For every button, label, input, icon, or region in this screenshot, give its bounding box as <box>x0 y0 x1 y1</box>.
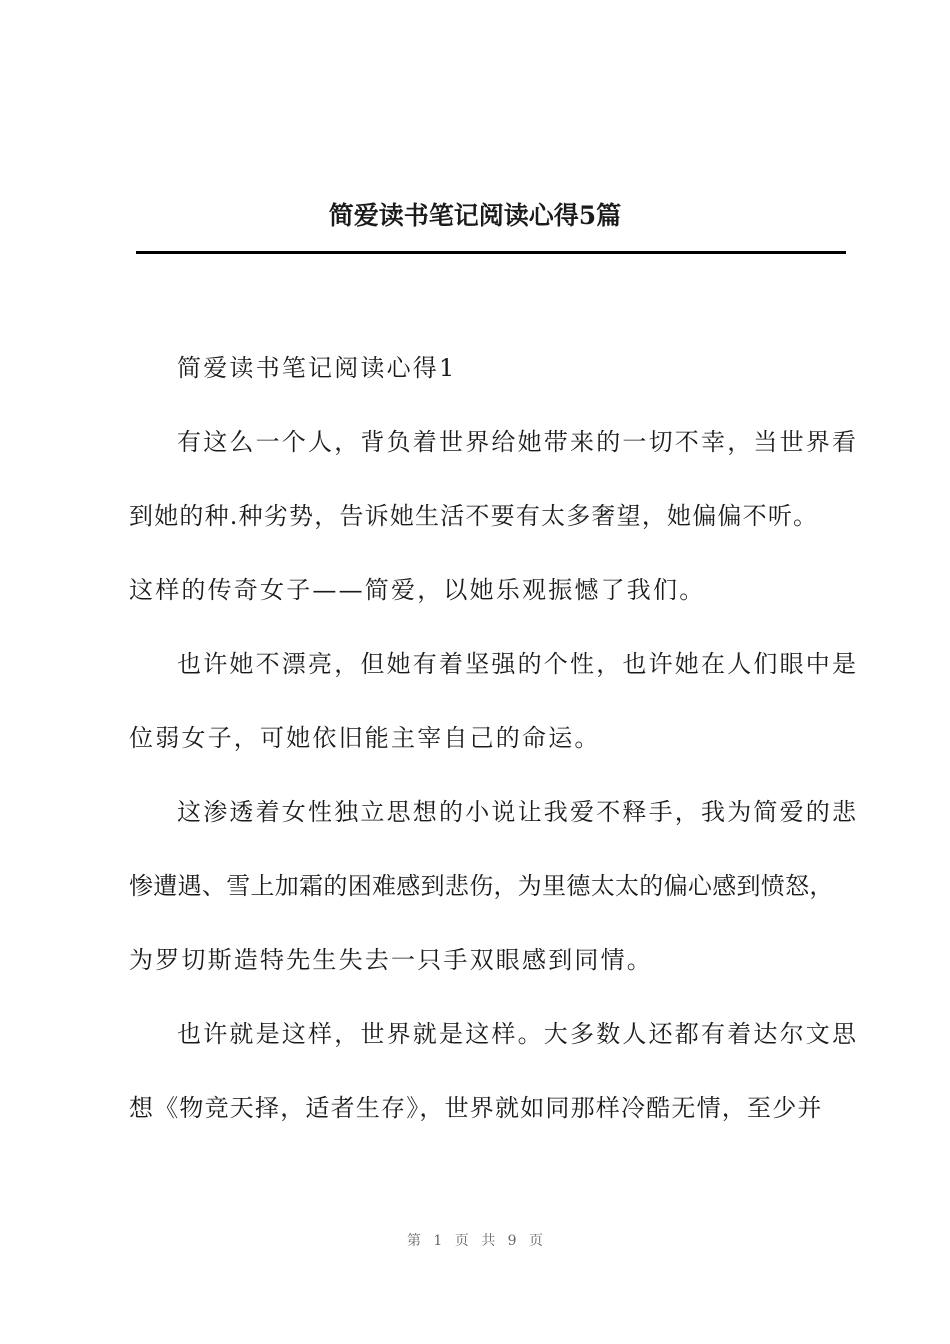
paragraph-line: 位弱女子，可她依旧能主宰自己的命运。 <box>129 724 601 752</box>
section-heading: 简爱读书笔记阅读心得1 <box>177 354 457 382</box>
paragraph-line: 也许就是这样，世界就是这样。大多数人还都有着达尔文思 <box>177 1020 859 1048</box>
page-number-footer: 第 1 页 共 9 页 <box>406 1233 544 1249</box>
page-title: 简爱读书笔记阅读心得5篇 <box>328 201 622 230</box>
paragraph-line: 这渗透着女性独立思想的小说让我爱不释手，我为简爱的悲 <box>177 798 859 826</box>
paragraph-line: 这样的传奇女子——简爱，以她乐观振憾了我们。 <box>129 576 706 604</box>
title-divider <box>136 251 846 254</box>
paragraph-line: 惨遭遇、雪上加霜的困难感到悲伤，为里德太太的偏心感到愤怒， <box>129 872 834 900</box>
paragraph-line: 也许她不漂亮，但她有着坚强的个性，也许她在人们眼中是 <box>177 650 859 678</box>
paragraph-line: 想《物竞天择，适者生存》，世界就如同那样冷酷无情，至少并 <box>129 1094 823 1122</box>
paragraph-line: 到她的种.种劣势，告诉她生活不要有太多奢望，她偏偏不听。 <box>129 502 819 530</box>
document-body <box>129 336 859 1150</box>
paragraph-line: 有这么一个人，背负着世界给她带来的一切不幸，当世界看 <box>177 428 859 456</box>
paragraph-line: 为罗切斯造特先生失去一只手双眼感到同情。 <box>129 946 653 974</box>
